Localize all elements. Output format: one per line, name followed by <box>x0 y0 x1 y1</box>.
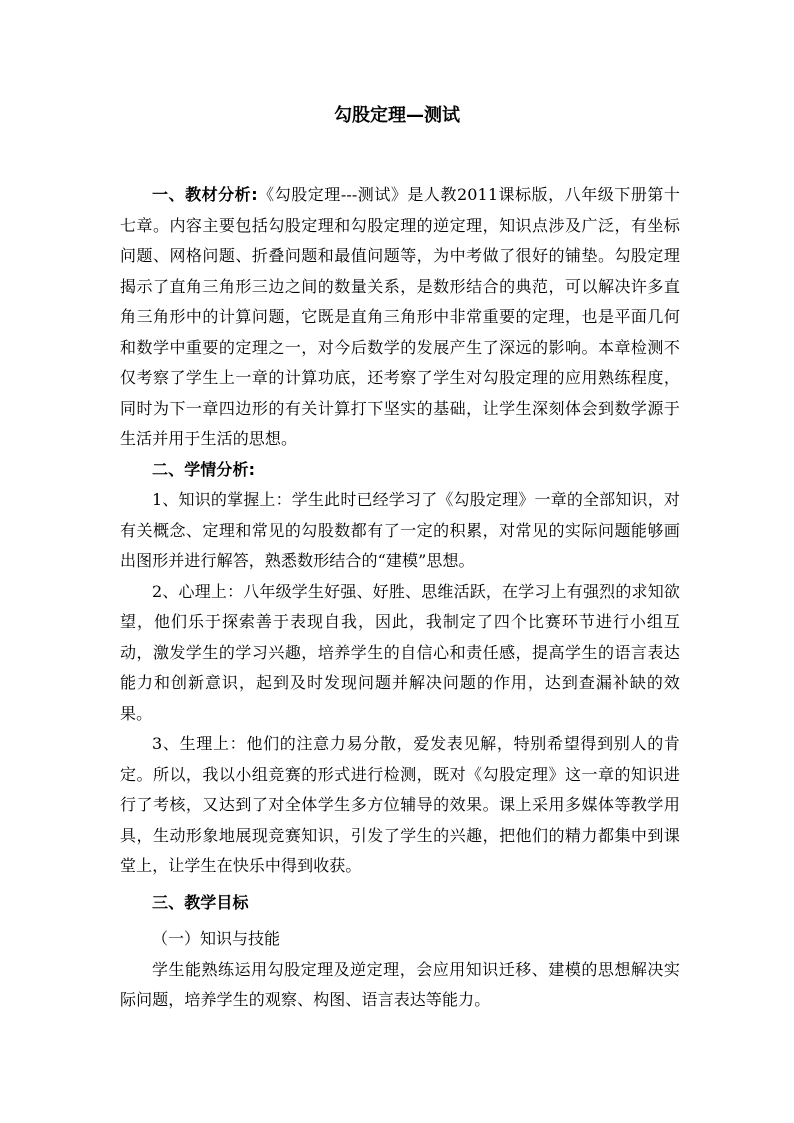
subsection-heading: （一）知识与技能 <box>152 929 281 948</box>
section-text: 《勾股定理---测试》是人教2011课标版，八年级下册第十七章。内容主要包括勾股定理和勾股定理的逆定理，知识点涉及广泛，有坐标问题、网格问题、折叠问题和最值问题等，为中考做了很好的铺垫。勾股定理揭示了直角三角形三边之间的数量关系，是数形结合的典范，可以解决许多直角三角形中的计算问题，它既是直角三角形中非常重要的定理，也是平面几何和数学中重要的定理之一，对今后数学的发展产生了深远的影响。本章检测不仅考察了学生上一章的计算功底，还考察了学生对勾股定理的应用熟练程度，同时为下一章四边形的有关计算打下坚实的基础，让学生深刻体会到数学源于生活并用于生活的思想。 <box>120 185 680 448</box>
section-heading: 一、教材分析: <box>152 185 258 204</box>
section-heading: 三、教学目标 <box>152 892 249 912</box>
list-item: 3、生理上：他们的注意力易分散，爱发表见解，特别希望得到别人的肯定。所以，我以小组竞赛的形式进行检测，既对《勾股定理》这一章的知识进行了考核，又达到了对全体学生多方位辅导的效果。课上采用多媒体等教学用具，生动形象地展现竞赛知识，引发了学生的兴趣，把他们的精力都集中到课堂上，让学生在快乐中得到收获。 <box>120 734 680 875</box>
document-body <box>120 180 680 1016</box>
section-heading: 二、学情分析: <box>152 459 256 479</box>
list-item: 2、心理上：八年级学生好强、好胜、思维活跃，在学习上有强烈的求知欲望，他们乐于探索善于表现自我，因此，我制定了四个比赛环节进行小组互动，激发学生的学习兴趣，培养学生的自信心和责任感，提高学生的语言表达能力和创新意识，起到及时发现问题并解决问题的作用，达到查漏补缺的效果。 <box>120 581 680 723</box>
document-title: 勾股定理—测试 <box>334 105 460 126</box>
list-item: 1、知识的掌握上：学生此时已经学习了《勾股定理》一章的全部知识，对有关概念、定理和常见的勾股数都有了一定的积累，对常见的实际问题能够画出图形并进行解答，熟悉数形结合的“建模”思想。 <box>120 490 680 570</box>
section-text: 学生能熟练运用勾股定理及逆定理，会应用知识迁移、建模的思想解决实际问题，培养学生的观察、构图、语言表达等能力。 <box>120 959 680 1009</box>
section-teaching-material <box>120 180 680 455</box>
